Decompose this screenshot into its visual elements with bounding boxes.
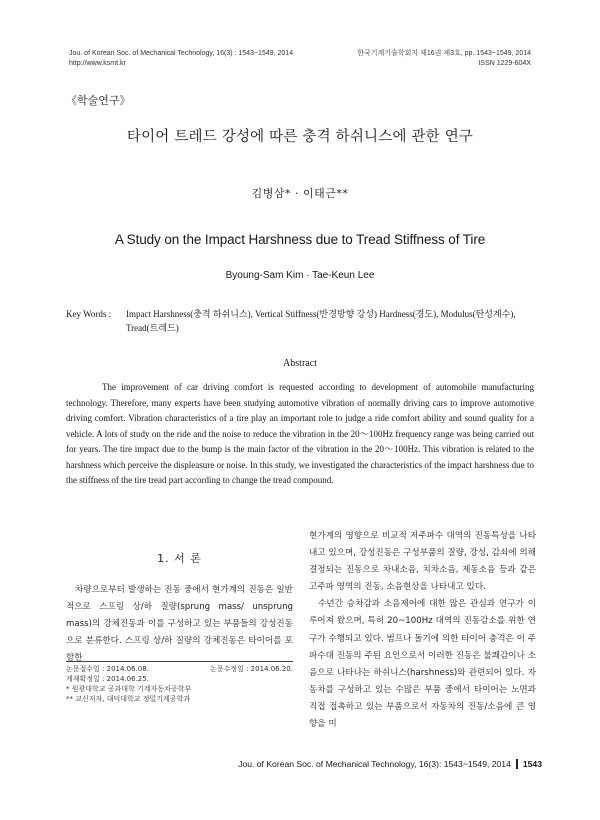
keywords-text: Impact Harshness(충격 하쉬니스), Vertical Stiffness(반경방향 강성) Hardness(경도), Modulus(탄성계수), Tread(트레드) xyxy=(126,309,516,333)
right-column xyxy=(309,528,536,733)
journal-issn: ISSN 1229-604X xyxy=(478,60,531,67)
journal-header-right xyxy=(357,49,531,69)
abstract-heading: Abstract xyxy=(283,358,317,369)
author-affiliation-2: ** 교신저자, 대덕대학교 정밀기계공학과 xyxy=(66,695,191,703)
received-date: 논문접수일 : 2014.06.08. xyxy=(66,665,149,673)
intro-paragraph-right-1: 현가계의 영향으로 비교적 저주파수 대역의 진동특성을 나타내고 있으며, 강성진동은 구성부품의 질량, 강성, 감쇠에 의해 결정되는 진동으로 차내소음, 치차소음, 제동소음 등과 같은 고주파 영역의 진동, 소음현상을 나타내고 있다. xyxy=(309,531,536,593)
footnote-dates-row xyxy=(66,664,293,674)
left-column xyxy=(66,538,293,667)
introduction-heading: 1. 서 론 xyxy=(157,552,202,565)
journal-header-left xyxy=(69,49,293,69)
intro-paragraph-left: 차량으로부터 발생하는 진동 중에서 현가계의 진동은 일반적으로 스프링 상/하 질량(sprung mass/ unsprung mass)의 강체진동과 이를 구성하고 있는 부품들의 강성진동으로 분류한다. 스프링 상/하 질량의 강체진동은 타이어를 포함한 xyxy=(66,585,293,664)
paper-title-korean: 타이어 트레드 강성에 따른 충격 하쉬니스에 관한 연구 xyxy=(126,129,474,145)
footer-journal-citation: Jou. of Korean Soc. of Mechanical Technology, 16(3): 1543~1549, 2014 xyxy=(238,759,511,769)
footer-separator xyxy=(516,759,518,769)
accepted-date: 게재확정일 : 2014.06.25. xyxy=(66,675,149,683)
paper-title-english: A Study on the Impact Harshness due to Tread Stiffness of Tire xyxy=(114,232,486,247)
footnotes xyxy=(66,664,293,704)
revised-date: 논문수정일 : 2014.06.20. xyxy=(210,665,293,673)
journal-citation-ko: 한국기계기술학회지 제16권 제3호, pp. 1543~1549, 2014 xyxy=(357,50,531,57)
keywords-block xyxy=(66,307,536,335)
authors-korean: 김병삼* · 이태근** xyxy=(251,187,349,200)
page-number: 1543 xyxy=(522,759,542,769)
author-affiliation-1: * 원광대학교 공과대학 기계자동차공학부 xyxy=(66,685,192,693)
keywords-label: Key Words : xyxy=(66,309,112,319)
abstract-text: The improvement of car driving comfort is requested according to development of automobile manufacturing technology. Therefore, many experts have been studying automotive vibration of normally driving cars to improve automotive driving comfort. Vibration characteristics of a tire play an important role to judge a ride comfort ability and sound quality for a vehicle. A lots of study on the ride and the noise to reduce the vibration in the 20～100Hz frequency range was being carried out for years. The tire impact due to the bump is the main factor of the vibration in the 20～100Hz. This vibration is related to the harshness which perceive the displeasure or noise. In this study, we investigated the characteristics of the impact harshness due to the stiffness of the tire tread part according to change the tread compound. xyxy=(66,382,534,485)
footnote-divider xyxy=(66,661,293,662)
journal-citation-en: Jou. of Korean Soc. of Mechanical Technology, 16(3) : 1543~1549, 2014 xyxy=(69,50,294,57)
page-footer xyxy=(238,759,542,769)
section-tag: 《학술연구》 xyxy=(66,94,131,107)
authors-english: Byoung-Sam Kim · Tae-Keun Lee xyxy=(225,270,375,281)
intro-paragraph-right-2: 수년간 승차감과 소음제어에 대한 많은 관심과 연구가 이루어져 왔으며, 특히 20~100Hz 대역의 진동감소를 위한 연구가 수행되고 있다. 범프나 돌기에 의한 타이어 충격은 이 주파수대 진동의 주된 요인으로서 이러한 진동은 불쾌감이나 소음으로 나타나는 하쉬니스(harshness)와 관련되어 있다. 자동차를 구성하고 있는 수많은 부품 중에서 타이어는 노면과 직접 접촉하고 있는 부품으로서 자동차의 진동/소음에 큰 영향을 미 xyxy=(309,599,536,730)
journal-url: http://www.ksmt.kr xyxy=(69,60,126,67)
